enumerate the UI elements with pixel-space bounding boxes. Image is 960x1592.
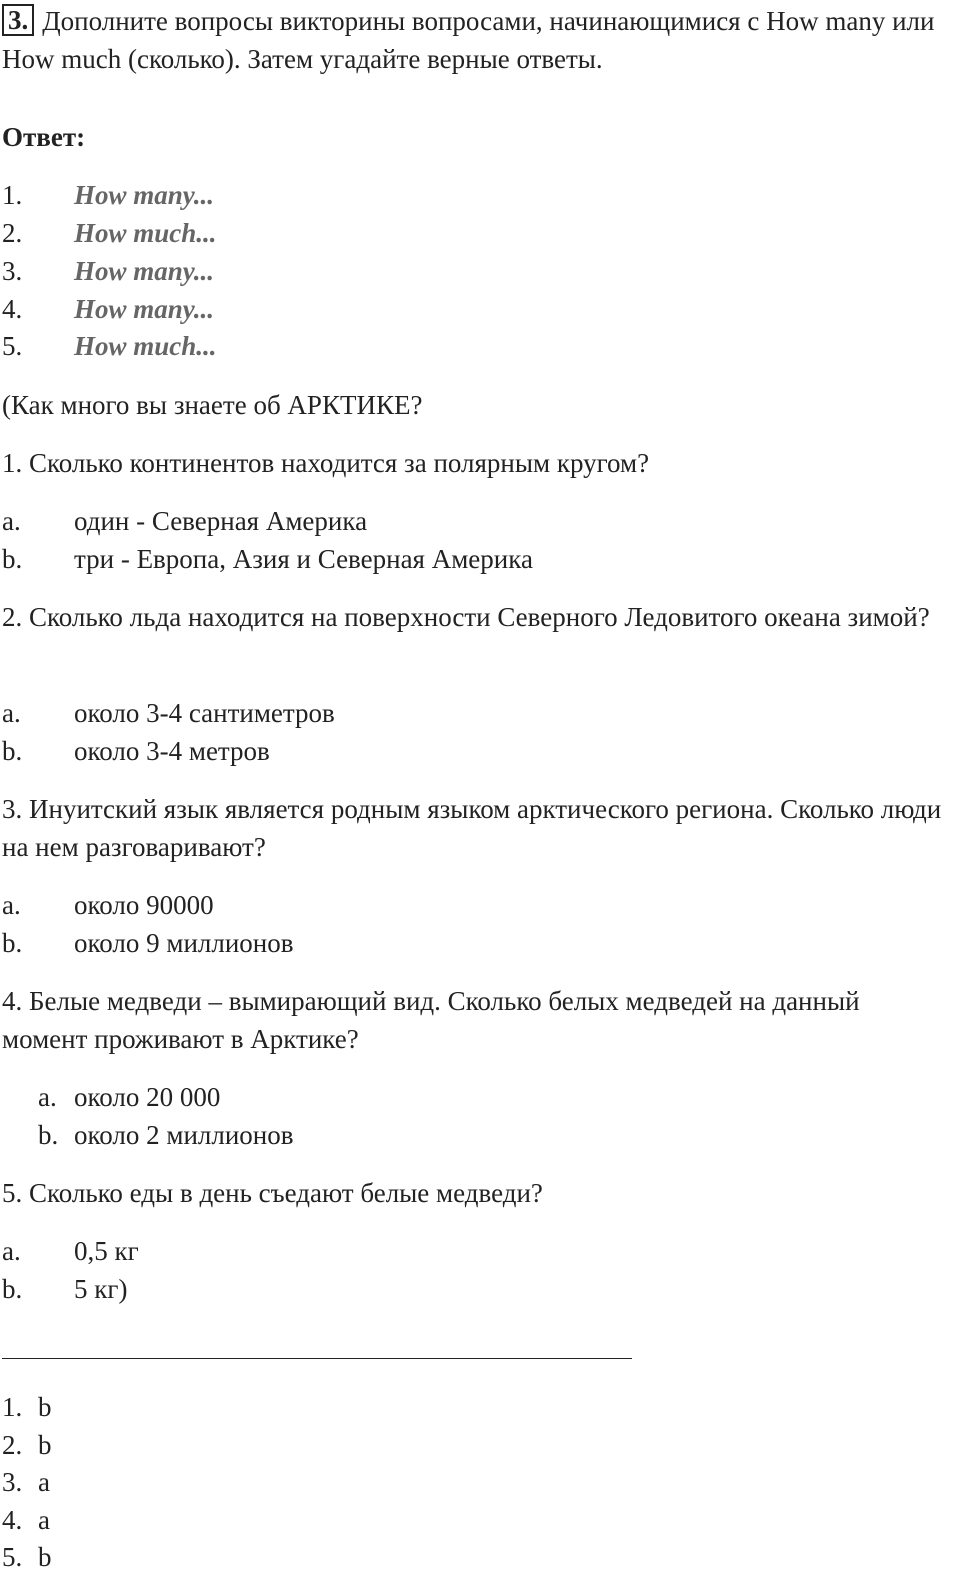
- fill-answer-item: [2, 252, 214, 290]
- answer-key-letter: b: [38, 1392, 52, 1422]
- option-text: около 90000: [74, 890, 214, 920]
- option-letter: b.: [2, 736, 23, 766]
- option-letter: b.: [2, 544, 23, 574]
- fill-answer-number: 5.: [2, 331, 23, 361]
- quiz-option: [2, 502, 367, 540]
- answer-key-number: 5.: [2, 1542, 23, 1572]
- option-text: около 3-4 сантиметров: [74, 698, 335, 728]
- fill-answer-text: How much...: [74, 218, 217, 248]
- answer-key-number: 1.: [2, 1392, 23, 1422]
- option-letter: a.: [38, 1082, 57, 1112]
- answer-key-item: [2, 1426, 52, 1464]
- quiz-question: 1. Сколько континентов находится за полярным кругом?: [2, 448, 650, 478]
- option-text: около 2 миллионов: [74, 1120, 294, 1150]
- fill-answer-item: [2, 176, 214, 214]
- quiz-title: (Как много вы знаете об АРКТИКЕ?: [2, 390, 423, 420]
- fill-answer-item: [2, 290, 214, 328]
- answer-key-letter: a: [38, 1467, 50, 1497]
- fill-answer-item: [2, 327, 217, 365]
- quiz-option: [2, 924, 294, 962]
- fill-answer-text: How much...: [74, 331, 217, 361]
- option-text: 5 кг): [74, 1274, 128, 1304]
- option-text: один - Северная Америка: [74, 506, 368, 536]
- option-text: 0,5 кг: [74, 1236, 139, 1266]
- option-letter: b.: [2, 1274, 23, 1304]
- fill-answer-text: How many...: [74, 294, 215, 324]
- fill-answer-number: 4.: [2, 294, 23, 324]
- answer-key-item: [2, 1463, 50, 1501]
- fill-answer-item: [2, 214, 217, 252]
- answer-key-item: [2, 1388, 52, 1426]
- quiz-question: 3. Инуитский язык является родным языком арктического региона. Сколько люди на нем разговаривают?: [2, 794, 942, 862]
- quiz-option: [38, 1116, 294, 1154]
- quiz-option: [2, 886, 214, 924]
- option-letter: b.: [38, 1120, 59, 1150]
- option-letter: a.: [2, 890, 21, 920]
- option-letter: a.: [2, 506, 21, 536]
- option-text: около 9 миллионов: [74, 928, 294, 958]
- answer-key-item: [2, 1501, 50, 1539]
- quiz-option: [2, 1270, 127, 1308]
- option-letter: a.: [2, 1236, 21, 1266]
- task-number-badge: 3.: [2, 4, 34, 36]
- option-letter: b.: [2, 928, 23, 958]
- option-text: около 20 000: [74, 1082, 221, 1112]
- quiz-option: [2, 732, 270, 770]
- section-divider: [2, 1358, 632, 1359]
- option-text: три - Европа, Азия и Северная Америка: [74, 544, 533, 574]
- answer-key-letter: a: [38, 1505, 50, 1535]
- option-text: около 3-4 метров: [74, 736, 270, 766]
- answer-heading: Ответ:: [2, 122, 86, 152]
- quiz-question: 2. Сколько льда находится на поверхности Северного Ледовитого океана зимой?: [2, 602, 930, 632]
- option-letter: a.: [2, 698, 21, 728]
- fill-answer-number: 3.: [2, 256, 23, 286]
- task-text: Дополните вопросы викторины вопросами, начинающимися с How many или How much (сколько). Затем угадайте верные ответы.: [2, 6, 935, 74]
- quiz-question: 4. Белые медведи – вымирающий вид. Сколько белых медведей на данный момент проживают в Арктике?: [2, 986, 860, 1054]
- quiz-option: [2, 694, 335, 732]
- task-instruction: [2, 2, 948, 78]
- fill-answer-text: How many...: [74, 180, 215, 210]
- quiz-option: [2, 1232, 139, 1270]
- fill-answer-text: How many...: [74, 256, 215, 286]
- fill-answer-number: 1.: [2, 180, 23, 210]
- answer-key-number: 2.: [2, 1430, 23, 1460]
- quiz-question: 5. Сколько еды в день съедают белые медведи?: [2, 1178, 543, 1208]
- answer-key-number: 4.: [2, 1505, 23, 1535]
- quiz-option: [38, 1078, 220, 1116]
- quiz-option: [2, 540, 533, 578]
- answer-key-number: 3.: [2, 1467, 23, 1497]
- fill-answer-number: 2.: [2, 218, 23, 248]
- answer-key-letter: b: [38, 1542, 52, 1572]
- answer-key-letter: b: [38, 1430, 52, 1460]
- answer-key-item: [2, 1538, 52, 1576]
